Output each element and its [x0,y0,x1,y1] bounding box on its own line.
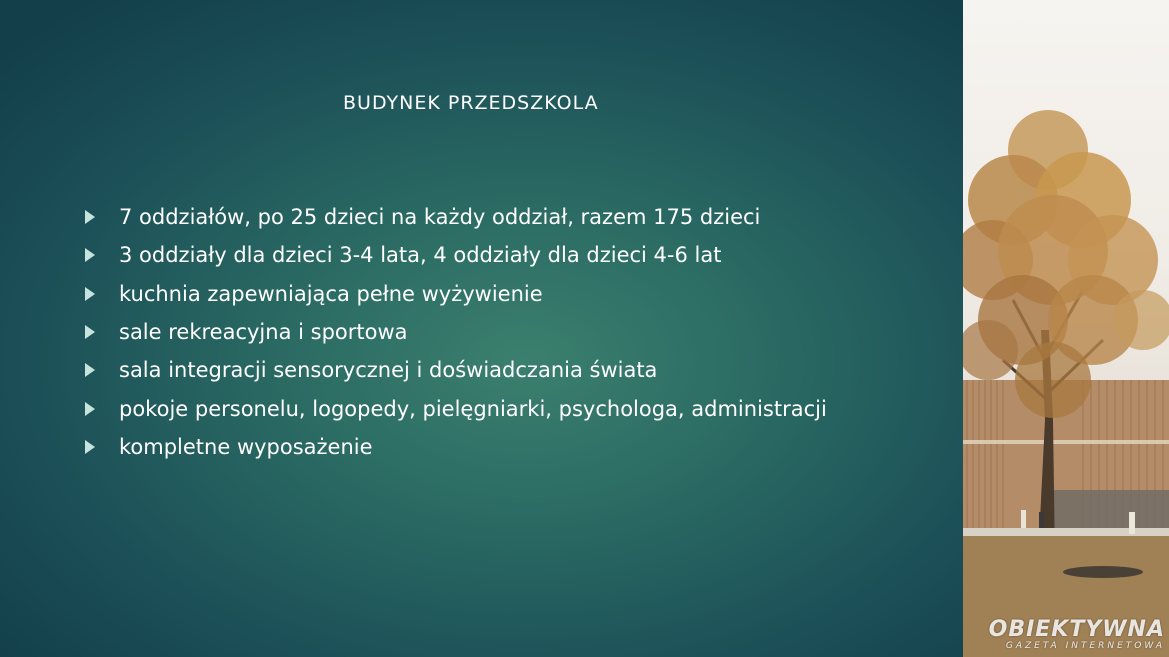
bullet-list [82,198,827,466]
bullet-text: sala integracji sensorycznej i doświadczania świata [119,358,658,383]
bullet-text: 3 oddziały dla dzieci 3-4 lata, 4 oddziały dla dzieci 4-6 lat [119,243,722,268]
list-item [82,389,827,427]
tree-foliage [963,110,1169,418]
list-item [82,236,827,274]
list-item [82,428,827,466]
person-figure [1039,512,1044,528]
person-figure [1129,512,1135,534]
bullet-text: kuchnia zapewniająca pełne wyżywienie [119,281,543,306]
triangle-bullet-icon [85,287,95,301]
watermark-logo [989,619,1165,651]
bullet-text: pokoje personelu, logopedy, pielęgniarki, psychologa, administracji [119,396,827,421]
bullet-text: 7 oddziałów, po 25 dzieci na każdy oddział, razem 175 dzieci [119,205,761,230]
trampoline [1063,566,1143,578]
watermark-main: OBIEKTYWNA [988,617,1165,642]
triangle-bullet-icon [85,363,95,377]
slide-title: BUDYNEK PRZEDSZKOLA [343,92,599,114]
triangle-bullet-icon [85,210,95,224]
triangle-bullet-icon [85,440,95,454]
bullet-text: kompletne wyposażenie [119,434,373,459]
list-item [82,198,827,236]
triangle-bullet-icon [85,325,95,339]
building-rendering-image [963,0,1169,657]
person-figure [1021,510,1026,528]
triangle-bullet-icon [85,248,95,262]
triangle-bullet-icon [85,402,95,416]
bullet-text: sale rekreacyjna i sportowa [119,320,408,345]
list-item [82,275,827,313]
list-item [82,351,827,389]
watermark-sub: GAZETA INTERNETOWA [1005,641,1165,651]
building-illustration [963,0,1169,657]
building-window [1053,490,1169,528]
list-item [82,313,827,351]
